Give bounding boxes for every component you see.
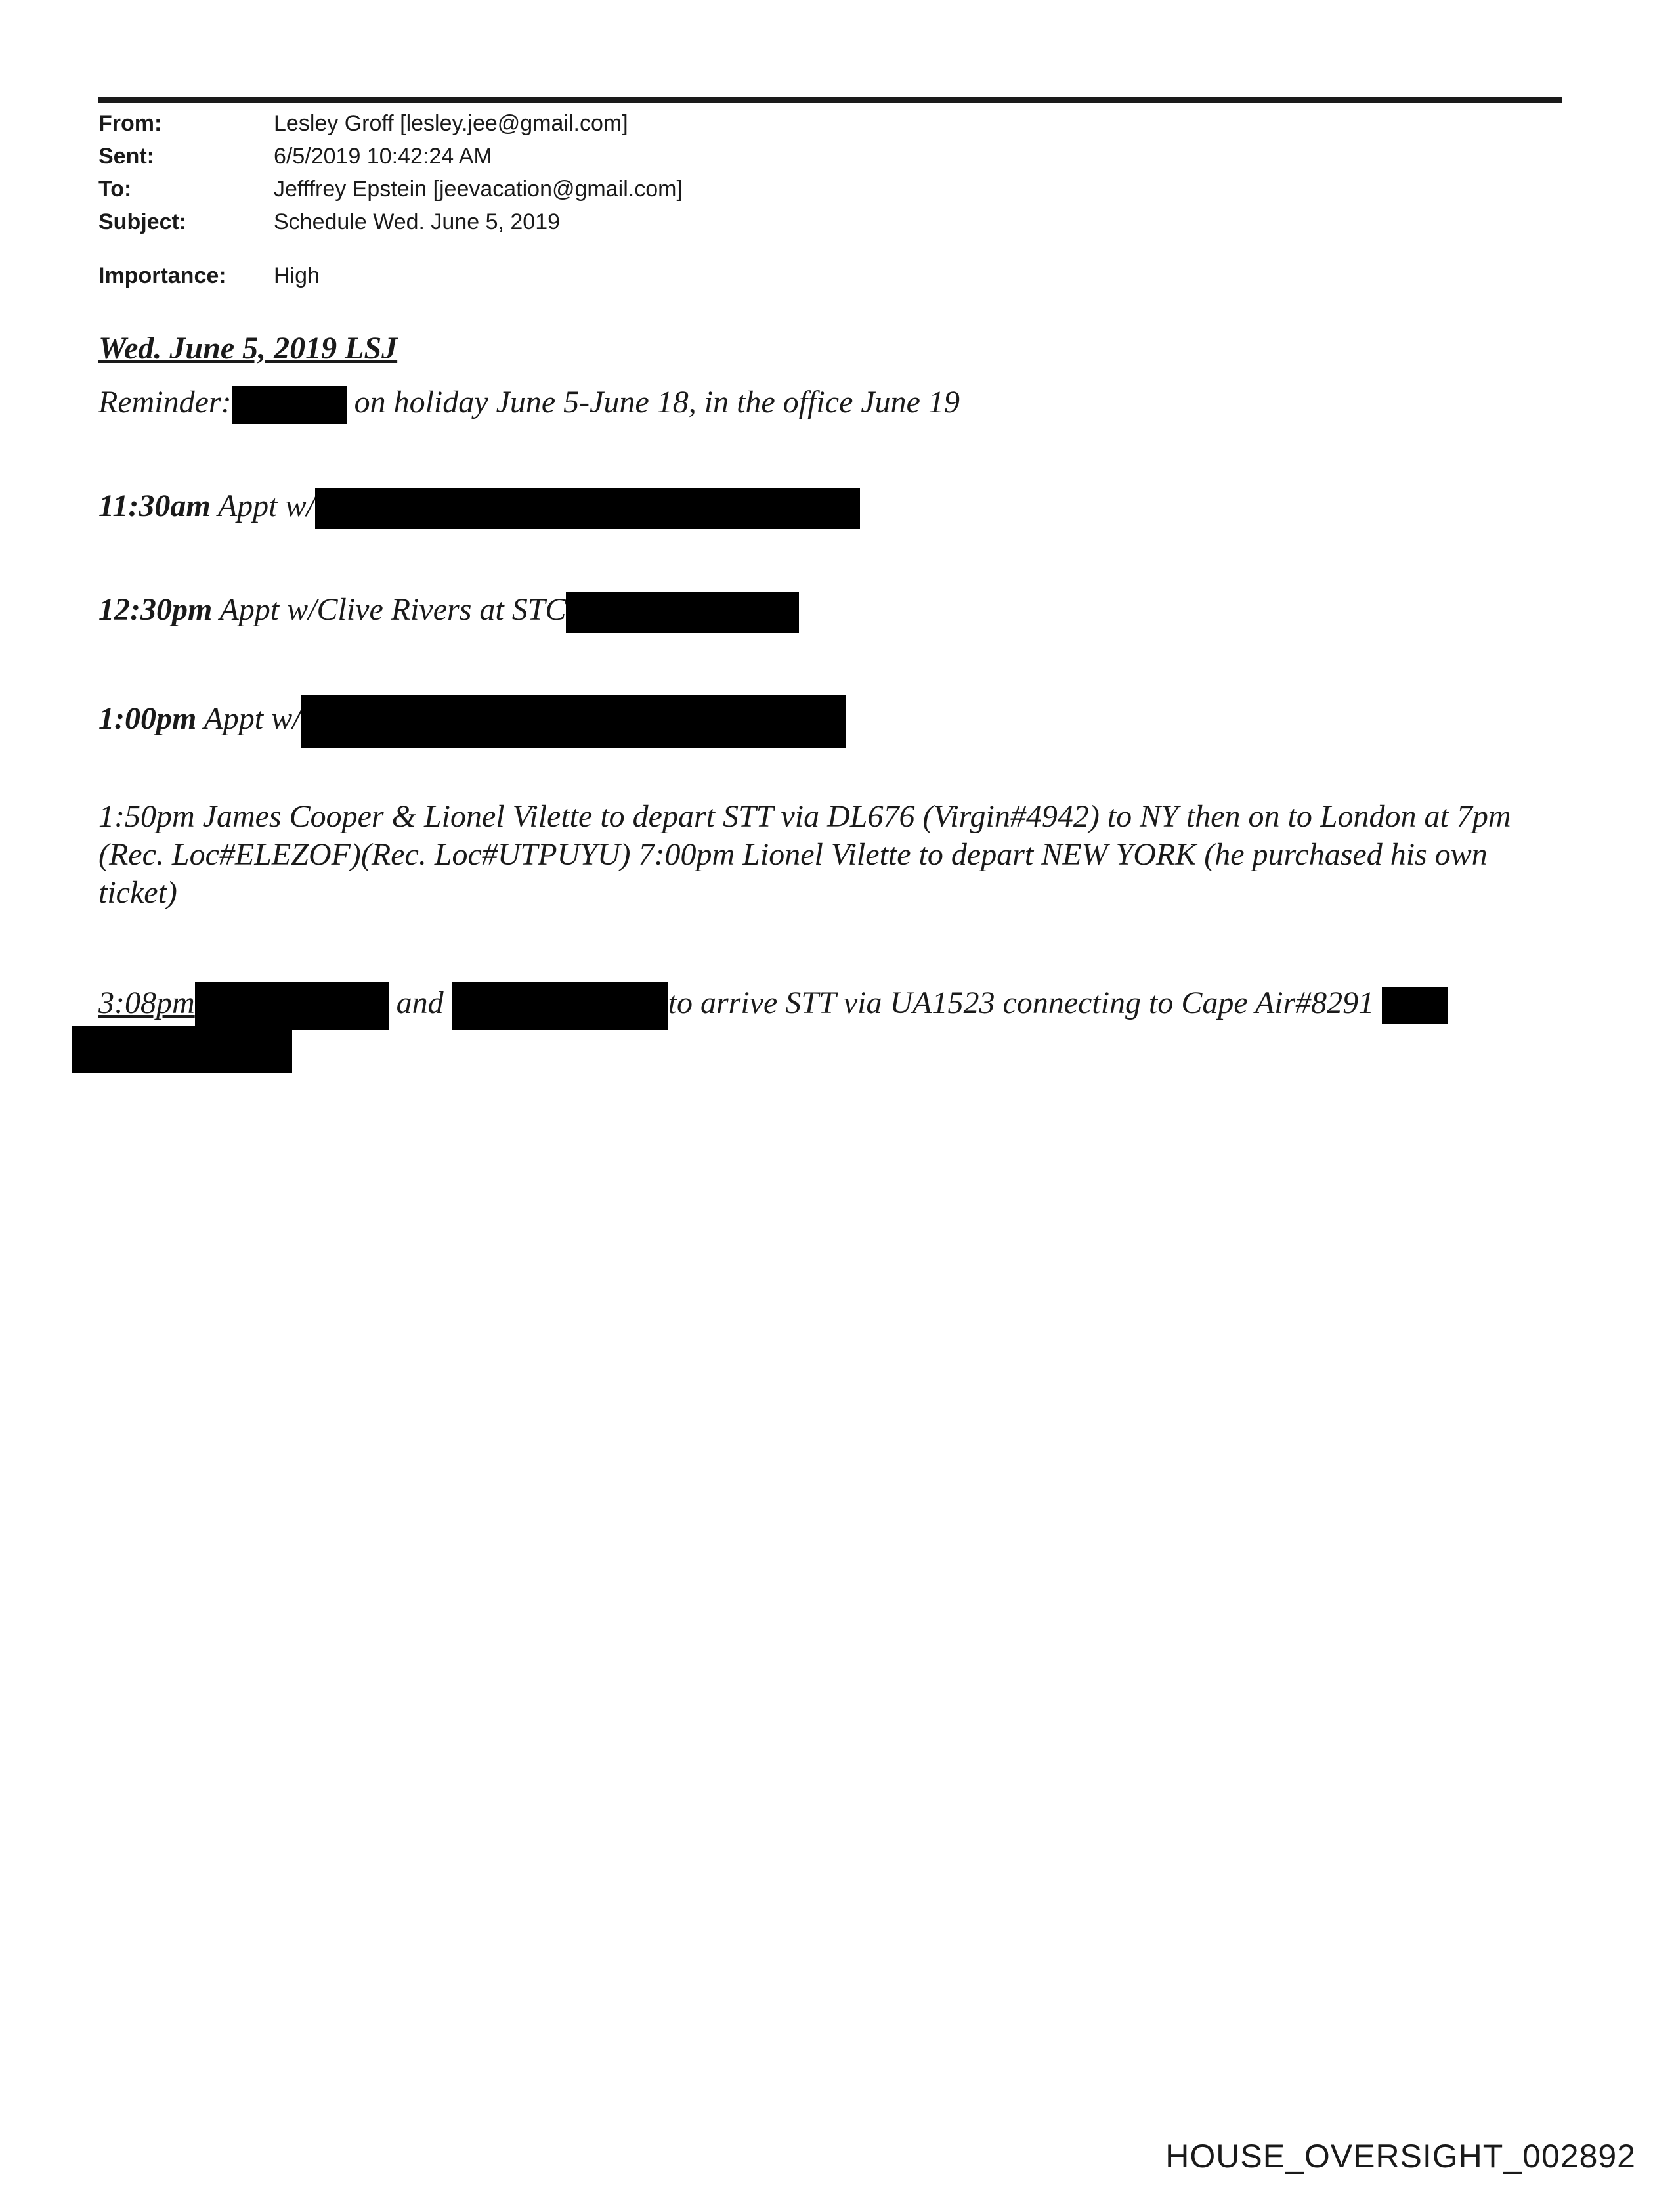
travel-2-suffix: to arrive STT via UA1523 connecting to Cape Air#8291 <box>668 986 1375 1021</box>
redaction-box <box>232 386 347 424</box>
importance-label: Importance: <box>98 263 226 288</box>
appointment-1-text: Appt w/ <box>217 488 315 523</box>
redaction-box <box>566 592 799 633</box>
to-value: Jefffrey Epstein [jeevacation@gmail.com] <box>274 177 683 202</box>
appointment-2-time: 12:30pm <box>98 592 213 627</box>
travel-1: 1:50pm James Cooper & Lionel Vilette to depart STT via DL676 (Virgin#4942) to NY then on to London at 7pm (Rec. Loc#ELEZOF)(Rec. Loc#UTPUYU) 7:00pm Lionel Vilette to depart NEW YORK (he purchased his own ticket) <box>98 799 1511 910</box>
from-label: From: <box>98 111 162 136</box>
header-rule <box>98 97 1562 103</box>
appointment-3 <box>98 695 846 748</box>
reminder-prefix: Reminder: <box>98 385 232 420</box>
redaction-box <box>315 488 860 529</box>
bates-number: HOUSE_OVERSIGHT_002892 <box>1165 2138 1636 2175</box>
subject-value: Schedule Wed. June 5, 2019 <box>274 209 561 234</box>
redaction-box <box>301 695 846 748</box>
appointment-1-time: 11:30am <box>98 488 211 523</box>
importance-value: High <box>274 263 320 288</box>
date-heading: Wed. June 5, 2019 LSJ <box>98 331 398 366</box>
redaction-box <box>72 1026 292 1073</box>
travel-2 <box>98 982 1448 1030</box>
redaction-box <box>195 982 389 1030</box>
sent-value: 6/5/2019 10:42:24 AM <box>274 144 492 169</box>
travel-2-time: 3:08pm <box>98 986 195 1021</box>
reminder-suffix: on holiday June 5-June 18, in the office June 19 <box>354 385 960 420</box>
redaction-box <box>1382 987 1448 1024</box>
appointment-1 <box>98 488 860 529</box>
to-label: To: <box>98 177 132 202</box>
subject-label: Subject: <box>98 209 187 234</box>
appointment-2-text: Appt w/Clive Rivers at STC <box>219 592 567 627</box>
appointment-3-text: Appt w/ <box>204 701 301 737</box>
redaction-box <box>452 982 668 1030</box>
appointment-3-time: 1:00pm <box>98 701 197 737</box>
reminder-line <box>98 384 960 424</box>
appointment-2 <box>98 592 799 633</box>
from-value: Lesley Groff [lesley.jee@gmail.com] <box>274 111 628 136</box>
travel-2-mid: and <box>396 986 444 1021</box>
sent-label: Sent: <box>98 144 154 169</box>
